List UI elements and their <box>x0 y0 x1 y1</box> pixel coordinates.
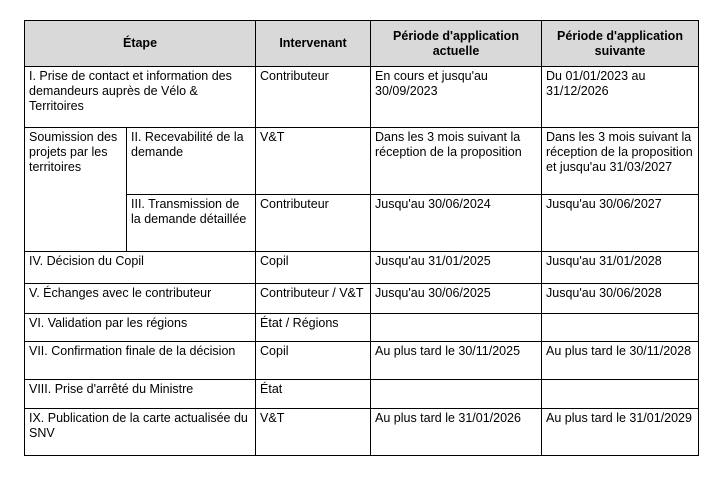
table-row <box>25 342 699 380</box>
cell-periode-suivante: Au plus tard le 31/01/2029 <box>542 409 699 456</box>
table-header-row <box>25 21 699 67</box>
cell-group-soumission: Soumission des projets par les territoires <box>25 128 127 252</box>
cell-periode-suivante: Dans les 3 mois suivant la réception de la proposition et jusqu'au 31/03/2027 <box>542 128 699 195</box>
header-etape: Étape <box>25 21 256 67</box>
table-row <box>25 409 699 456</box>
cell-intervenant: Contributeur <box>256 195 371 252</box>
schedule-table <box>24 20 699 456</box>
cell-intervenant: Contributeur / V&T <box>256 284 371 314</box>
table-row <box>25 284 699 314</box>
cell-etape: II. Recevabilité de la demande <box>127 128 256 195</box>
cell-periode-actuelle <box>371 314 542 342</box>
cell-etape: I. Prise de contact et information des demandeurs auprès de Vélo & Territoires <box>25 67 256 128</box>
cell-periode-suivante <box>542 314 699 342</box>
cell-periode-actuelle: Au plus tard le 30/11/2025 <box>371 342 542 380</box>
document-page <box>24 20 699 456</box>
cell-etape: IX. Publication de la carte actualisée du SNV <box>25 409 256 456</box>
cell-intervenant: V&T <box>256 128 371 195</box>
cell-intervenant: État / Régions <box>256 314 371 342</box>
cell-intervenant: Copil <box>256 252 371 284</box>
table-row <box>25 314 699 342</box>
cell-etape: V. Échanges avec le contributeur <box>25 284 256 314</box>
cell-periode-actuelle: Dans les 3 mois suivant la réception de la proposition <box>371 128 542 195</box>
table-row <box>25 380 699 409</box>
cell-periode-suivante: Jusqu'au 31/01/2028 <box>542 252 699 284</box>
cell-periode-actuelle <box>371 380 542 409</box>
cell-intervenant: État <box>256 380 371 409</box>
cell-periode-actuelle: Jusqu'au 30/06/2024 <box>371 195 542 252</box>
header-intervenant: Intervenant <box>256 21 371 67</box>
header-periode-suivante: Période d'application suivante <box>542 21 699 67</box>
cell-intervenant: Contributeur <box>256 67 371 128</box>
table-row <box>25 67 699 128</box>
cell-etape: VII. Confirmation finale de la décision <box>25 342 256 380</box>
cell-periode-actuelle: Jusqu'au 31/01/2025 <box>371 252 542 284</box>
table-row <box>25 195 699 252</box>
cell-periode-actuelle: Jusqu'au 30/06/2025 <box>371 284 542 314</box>
header-periode-actuelle: Période d'application actuelle <box>371 21 542 67</box>
cell-intervenant: V&T <box>256 409 371 456</box>
cell-periode-actuelle: Au plus tard le 31/01/2026 <box>371 409 542 456</box>
table-row <box>25 128 699 195</box>
cell-etape: IV. Décision du Copil <box>25 252 256 284</box>
cell-periode-suivante: Du 01/01/2023 au 31/12/2026 <box>542 67 699 128</box>
cell-periode-suivante <box>542 380 699 409</box>
cell-periode-suivante: Jusqu'au 30/06/2027 <box>542 195 699 252</box>
cell-periode-actuelle: En cours et jusqu'au 30/09/2023 <box>371 67 542 128</box>
cell-periode-suivante: Au plus tard le 30/11/2028 <box>542 342 699 380</box>
cell-etape: VI. Validation par les régions <box>25 314 256 342</box>
cell-etape: VIII. Prise d'arrêté du Ministre <box>25 380 256 409</box>
cell-intervenant: Copil <box>256 342 371 380</box>
cell-etape: III. Transmission de la demande détaillée <box>127 195 256 252</box>
cell-periode-suivante: Jusqu'au 30/06/2028 <box>542 284 699 314</box>
table-row <box>25 252 699 284</box>
